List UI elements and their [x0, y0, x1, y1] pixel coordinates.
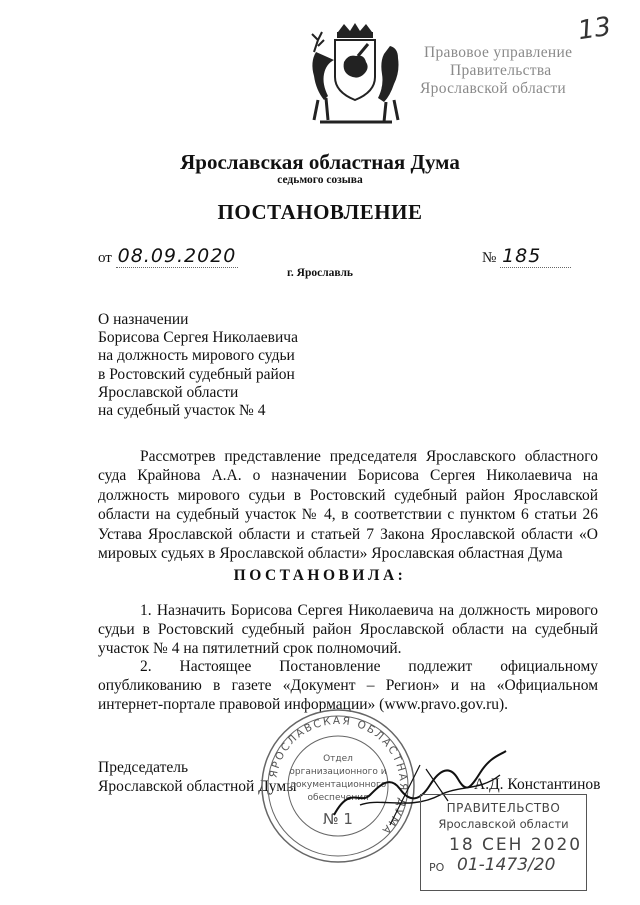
decree-item: 2. Настоящее Постановление подлежит официальному опубликованию в газете «Документ – Регион» и на «Официальном интернет-портале правовой информации» (www.pravo.gov.ru).: [98, 658, 598, 713]
convocation: седьмого созыва: [277, 174, 363, 186]
seal-inner-line: обеспечения: [307, 793, 369, 803]
signatory-title-line: Председатель: [98, 759, 189, 776]
yaroslavl-coat-of-arms-icon: [300, 22, 410, 134]
registration-stamp: [420, 794, 587, 891]
legal-department-stamp: [420, 44, 600, 98]
subject-line: Ярославской области: [98, 383, 239, 401]
stamp-line: Правовое управление: [424, 44, 573, 61]
city: г. Ярославль: [286, 267, 354, 279]
subject-line: на должность мирового судьи: [98, 347, 295, 365]
decree-item: 1. Назначить Борисова Сергея Николаевича на должность мирового судьи в Ростовский судебный район Ярославской области на судебный участок № 4 на пятилетний срок полномочий.: [98, 602, 598, 657]
decree-items: [98, 602, 598, 715]
stamp-line: Ярославской области: [420, 80, 567, 97]
handwritten-page-number: 13: [576, 11, 614, 47]
reg-stamp-number: 01-1473/20: [457, 855, 556, 875]
reg-stamp-line: ПРАВИТЕЛЬСТВО: [446, 801, 561, 815]
seal-inner-line: организационного и: [289, 767, 387, 777]
date-prefix: от: [98, 250, 112, 266]
subject-line: Борисова Сергея Николаевича: [98, 329, 298, 347]
organization-name: Ярославская областная Дума: [180, 150, 460, 174]
seal-inner-line: Отдел: [323, 754, 353, 764]
document-number: [482, 245, 571, 267]
stamp-line: Правительства: [450, 62, 552, 79]
reg-stamp-date: 18 СЕН 2020: [449, 835, 583, 855]
subject-line: на судебный участок № 4: [98, 402, 266, 420]
document-type: ПОСТАНОВЛЕНИЕ: [217, 200, 423, 224]
seal-ring-text: ЯРОСЛАВСКАЯ ОБЛАСТНАЯ ДУМА: [267, 714, 410, 838]
signatory-title-line: Ярославской областной Думы: [98, 778, 297, 795]
subject-line: О назначении: [98, 311, 189, 328]
number-prefix: №: [482, 250, 497, 266]
subject-line: в Ростовский судебный район: [98, 365, 295, 383]
document-date: [98, 245, 238, 267]
date-value: 08.09.2020: [117, 245, 237, 267]
signatory-name: А.Д. Константинов: [474, 776, 601, 793]
number-value: 185: [500, 245, 571, 268]
subject-block: [98, 311, 298, 420]
reg-stamp-line: Ярославской области: [438, 817, 569, 831]
preamble-paragraph: Рассмотрев представление председателя Ярославского областного суда Крайнова А.А. о назначении Борисова Сергея Николаевича на должность мирового судьи в Ростовский судебный район Ярославской области на судебный участок № 4, в соответствии с пунктом 6 статьи 26 Устава Ярославской области и статьей 7 Закона Ярославской области «О мировых судьях в Ярославской области» Ярославская областная Дума: [98, 448, 598, 563]
decree-heading: ПОСТАНОВИЛА:: [233, 567, 407, 584]
reg-stamp-prefix: РО: [429, 861, 445, 874]
seal-number: № 1: [323, 810, 353, 828]
seal-inner-line: документационного: [289, 780, 387, 790]
